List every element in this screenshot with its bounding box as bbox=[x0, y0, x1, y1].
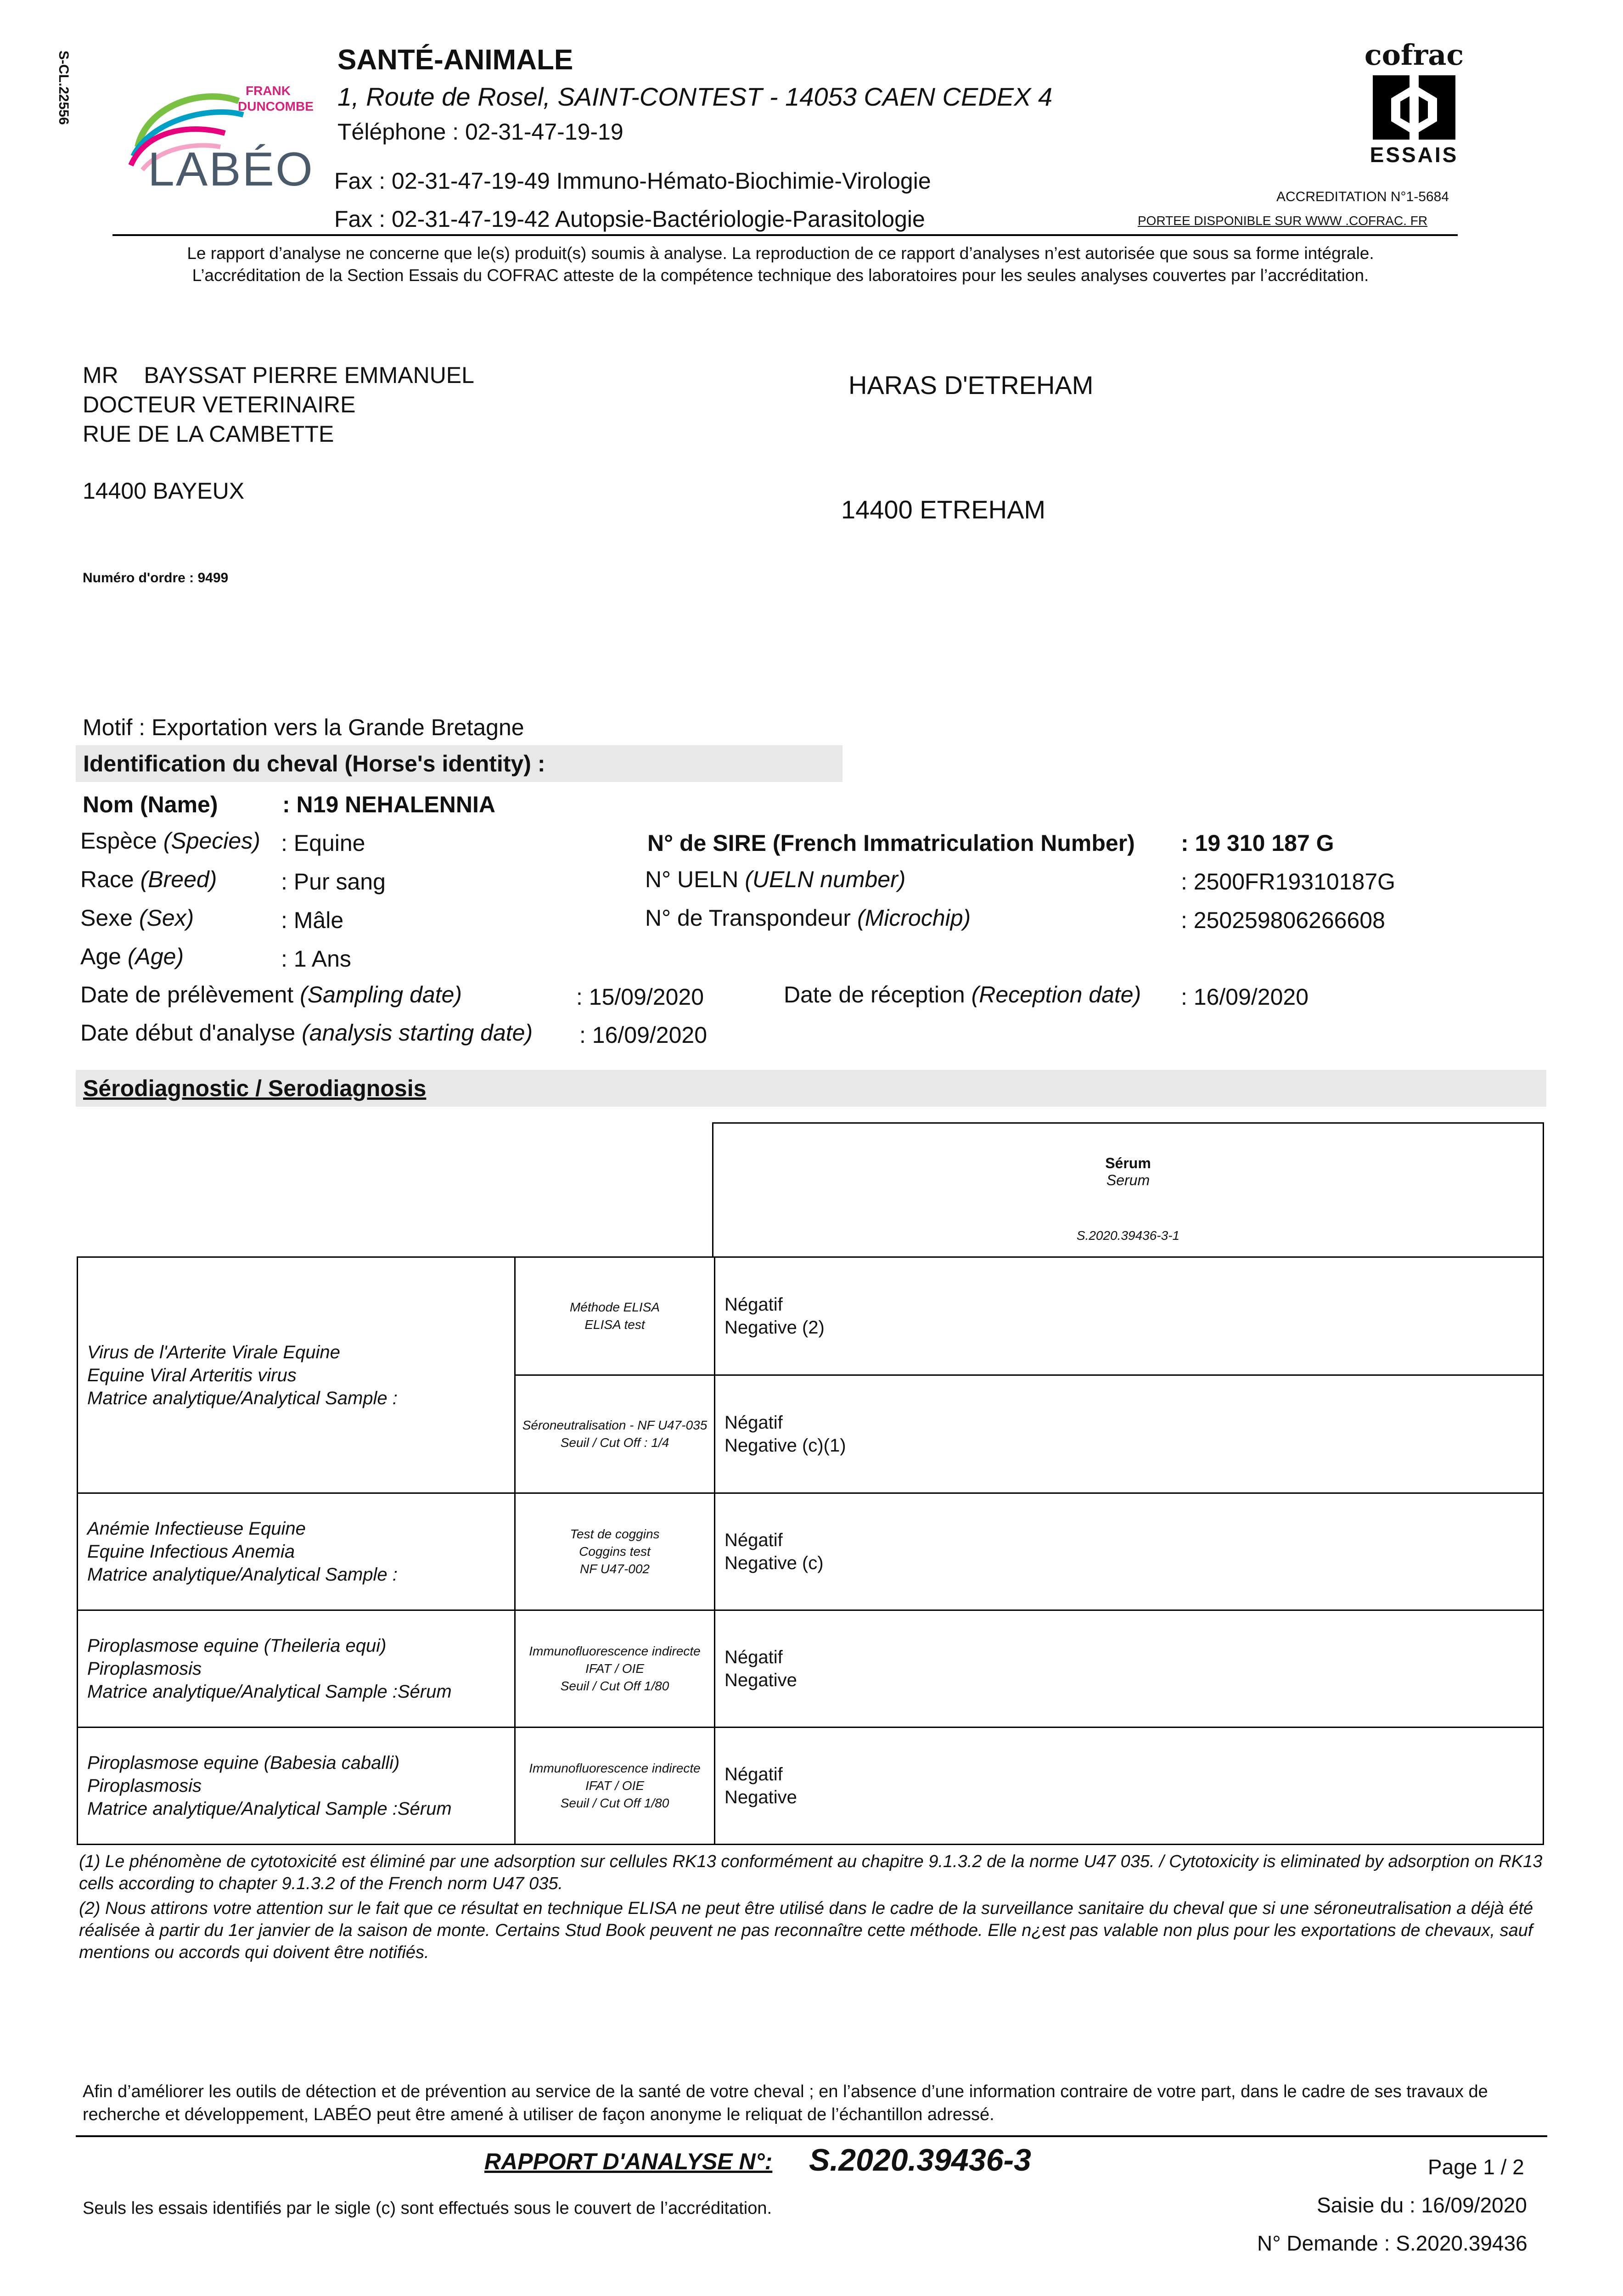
name-label: Nom (Name) bbox=[83, 792, 218, 817]
sex-label-en: (Sex) bbox=[139, 905, 194, 931]
sire-label: N° de SIRE (French Immatriculation Number) bbox=[647, 830, 1135, 856]
accredited-note: Seuls les essais identifiés par le sigle (c) sont effectués sous le couvert de l’accréditation. bbox=[83, 2199, 772, 2218]
method-line: Seuil / Cut Off : 1/4 bbox=[560, 1435, 669, 1450]
method-line: ELISA test bbox=[584, 1317, 645, 1332]
transponder-label-fr: N° de Transpondeur bbox=[645, 905, 851, 931]
transponder-label-en: (Microchip) bbox=[857, 905, 971, 931]
test-name-line: Equine Viral Arteritis virus bbox=[87, 1365, 297, 1385]
recipient-line-4: 14400 BAYEUX bbox=[83, 478, 245, 504]
result-en: Negative (2) bbox=[724, 1317, 825, 1338]
test-name-babesia bbox=[78, 1728, 515, 1845]
cofrac-accreditation: ACCREDITATION N°1-5684 bbox=[1276, 189, 1449, 204]
test-name-line: Piroplasmosis bbox=[87, 1776, 202, 1796]
footer-rule bbox=[76, 2135, 1547, 2137]
test-result bbox=[715, 1728, 1544, 1845]
document-code: S-CL.22556 bbox=[56, 51, 71, 125]
logo-brand-top1: FRANK bbox=[246, 84, 291, 98]
ueln-value: : 2500FR19310187G bbox=[1181, 869, 1396, 895]
sampling-label-fr: Date de prélèvement bbox=[80, 982, 294, 1007]
test-method bbox=[515, 1375, 715, 1493]
page-number: Page 1 / 2 bbox=[1428, 2155, 1524, 2179]
transponder-label bbox=[645, 905, 971, 931]
species-label-fr: Espèce bbox=[80, 828, 157, 854]
method-line: Immunofluorescence indirecte bbox=[529, 1644, 701, 1658]
recipient-line-3: RUE DE LA CAMBETTE bbox=[83, 421, 334, 447]
test-name-line: Piroplasmose equine (Babesia caballi) bbox=[87, 1753, 400, 1773]
disclaimer-line-1: Le rapport d’analyse ne concerne que le(s) produit(s) soumis à analyse. La reproduction de ce rapport d’analyses n’est autorisée que sous sa forme intégrale. bbox=[187, 244, 1374, 263]
method-line: Seuil / Cut Off 1/80 bbox=[560, 1796, 669, 1810]
serodiag-section-title bbox=[76, 1070, 1546, 1107]
logo-brand-top2: DUNCOMBE bbox=[238, 99, 314, 113]
table-row bbox=[78, 1257, 1544, 1375]
labeo-logo bbox=[119, 78, 321, 197]
table-row bbox=[78, 1493, 1544, 1610]
saisie-date: Saisie du : 16/09/2020 bbox=[1317, 2193, 1527, 2217]
serum-title-en: Serum bbox=[1106, 1172, 1150, 1188]
sex-label bbox=[80, 905, 194, 931]
order-number: Numéro d'ordre : 9499 bbox=[83, 570, 229, 585]
age-label bbox=[80, 943, 184, 970]
header-rule bbox=[112, 234, 1458, 236]
reception-label-fr: Date de réception bbox=[784, 982, 965, 1007]
table-row bbox=[78, 1610, 1544, 1728]
method-line: Méthode ELISA bbox=[569, 1300, 660, 1314]
report-number: S.2020.39436-3 bbox=[809, 2143, 1031, 2178]
test-result bbox=[715, 1257, 1544, 1375]
footnote-1: (1) Le phénomène de cytotoxicité est éliminé par une adsorption sur cellules RK13 conformément au chapitre 9.1.3.2 de la norme U47 035. / Cytotoxicity is eliminated by adsorption on RK13 cells according to chapter 9.1.3.2 of the French norm U47 035. bbox=[79, 1852, 1543, 1893]
result-en: Negative (c)(1) bbox=[724, 1435, 846, 1456]
sex-label-fr: Sexe bbox=[80, 905, 133, 931]
species-label bbox=[80, 827, 260, 854]
disclaimer-line-2: L’accréditation de la Section Essais du COFRAC atteste de la compétence technique des laboratoires pour les seules analyses couvertes par l’accréditation. bbox=[192, 266, 1369, 285]
result-fr: Négatif bbox=[724, 1294, 783, 1315]
recipient-line-2: DOCTEUR VETERINAIRE bbox=[83, 392, 356, 417]
method-line: Seuil / Cut Off 1/80 bbox=[560, 1679, 669, 1693]
sampling-label-en: (Sampling date) bbox=[300, 982, 462, 1007]
breed-label-en: (Breed) bbox=[140, 867, 217, 892]
test-method bbox=[515, 1257, 715, 1375]
serum-title: Sérum bbox=[1105, 1155, 1151, 1171]
footnote-2: (2) Nous attirons votre attention sur le fait que ce résultat en technique ELISA ne peut être utilisé dans le cadre de la surveillance sanitaire du cheval que si une séroneutralisation a déjà été réalisée à partir du 1er janvier de la saison de monte. Certains Stud Book peuvent ne pas reconnaître cette méthode. Elle n¿est pas valable non plus pour les exportations de chevaux, sauf mentions ou accords qui doivent être notifiés. bbox=[79, 1899, 1533, 1962]
analysis-date-label bbox=[80, 1019, 533, 1046]
test-result bbox=[715, 1493, 1544, 1610]
test-name-line: Matrice analytique/Analytical Sample : bbox=[87, 1388, 398, 1408]
transponder-value: : 250259806266608 bbox=[1181, 907, 1385, 933]
test-name-line: Piroplasmose equine (Theileria equi) bbox=[87, 1636, 387, 1656]
sex-value: : Mâle bbox=[281, 907, 344, 933]
method-line: NF U47-002 bbox=[579, 1562, 650, 1576]
motif: Motif : Exportation vers la Grande Bretagne bbox=[83, 715, 524, 740]
sire-value: : 19 310 187 G bbox=[1181, 830, 1334, 856]
footnotes bbox=[79, 1851, 1553, 1966]
sampling-date-value: : 15/09/2020 bbox=[576, 984, 704, 1010]
owner-name: HARAS D'ETREHAM bbox=[848, 371, 1094, 400]
test-method bbox=[515, 1728, 715, 1845]
analysis-label-en: (analysis starting date) bbox=[302, 1020, 533, 1046]
test-name-line: Matrice analytique/Analytical Sample : bbox=[87, 1564, 398, 1585]
test-name-line: Piroplasmosis bbox=[87, 1659, 202, 1679]
identity-section-title: Identification du cheval (Horse's identity) : bbox=[76, 745, 842, 782]
reception-date-label bbox=[784, 981, 1141, 1008]
report-disclaimer bbox=[92, 242, 1469, 287]
lab-phone: Téléphone : 02-31-47-19-19 bbox=[337, 119, 623, 145]
result-fr: Négatif bbox=[724, 1764, 783, 1784]
result-en: Negative (c) bbox=[724, 1553, 824, 1573]
serum-sample-id: S.2020.39436-3-1 bbox=[1076, 1228, 1180, 1243]
lab-fax-2: Fax : 02-31-47-19-42 Autopsie-Bactériologie-Parasitologie bbox=[334, 206, 925, 232]
reception-label-en: (Reception date) bbox=[971, 982, 1141, 1007]
analysis-date-value: : 16/09/2020 bbox=[579, 1022, 708, 1048]
name-value: : N19 NEHALENNIA bbox=[282, 792, 495, 817]
results-table bbox=[77, 1256, 1544, 1845]
cofrac-essais: ESSAIS bbox=[1370, 143, 1459, 167]
report-label: RAPPORT D'ANALYSE N°: bbox=[484, 2149, 773, 2174]
test-name-eia bbox=[78, 1493, 515, 1610]
test-name-line: Virus de l'Arterite Virale Equine bbox=[87, 1342, 340, 1362]
method-line: Immunofluorescence indirecte bbox=[529, 1761, 701, 1775]
breed-label-fr: Race bbox=[80, 867, 134, 892]
breed-label bbox=[80, 866, 217, 893]
species-value: : Equine bbox=[281, 830, 365, 856]
research-notice: Afin d’améliorer les outils de détection et de prévention au service de la santé de votre cheval ; en l’absence d’une information contraire de votre part, dans le cadre de ses travaux de recherche et développement, LABÉO peut être amené à utiliser de façon anonyme le reliquat de l’échantillon adressé. bbox=[83, 2082, 1488, 2124]
test-name-line: Matrice analytique/Analytical Sample :Sérum bbox=[87, 1682, 452, 1702]
sampling-date-label bbox=[80, 981, 462, 1008]
cofrac-portee: PORTEE DISPONIBLE SUR WWW .COFRAC. FR bbox=[1138, 214, 1428, 228]
method-line: Test de coggins bbox=[570, 1527, 660, 1541]
method-line: IFAT / OIE bbox=[585, 1778, 645, 1793]
species-label-en: (Species) bbox=[163, 828, 260, 854]
recipient-address bbox=[83, 360, 474, 506]
age-label-fr: Age bbox=[80, 944, 121, 969]
breed-value: : Pur sang bbox=[281, 869, 386, 895]
analysis-label-fr: Date début d'analyse bbox=[80, 1020, 296, 1046]
test-method bbox=[515, 1493, 715, 1610]
serum-header bbox=[712, 1122, 1544, 1256]
cofrac-mark-icon bbox=[1368, 73, 1460, 142]
test-method bbox=[515, 1610, 715, 1728]
method-line: IFAT / OIE bbox=[585, 1661, 645, 1676]
result-fr: Négatif bbox=[724, 1412, 783, 1433]
table-row bbox=[78, 1728, 1544, 1845]
owner-city: 14400 ETREHAM bbox=[841, 495, 1046, 524]
test-result bbox=[715, 1610, 1544, 1728]
test-result bbox=[715, 1375, 1544, 1493]
method-line: Coggins test bbox=[579, 1544, 651, 1559]
test-name-theileria bbox=[78, 1610, 515, 1728]
result-en: Negative bbox=[724, 1787, 797, 1807]
test-name-line: Anémie Infectieuse Equine bbox=[87, 1519, 306, 1539]
lab-address: 1, Route de Rosel, SAINT-CONTEST - 14053 CAEN CEDEX 4 bbox=[337, 82, 1053, 111]
result-fr: Négatif bbox=[724, 1530, 783, 1550]
test-name-line: Matrice analytique/Analytical Sample :Sérum bbox=[87, 1799, 452, 1819]
lab-title: SANTÉ-ANIMALE bbox=[337, 44, 573, 76]
cofrac-logo bbox=[1359, 39, 1469, 181]
method-line: Séroneutralisation - NF U47-035 bbox=[522, 1418, 708, 1432]
result-en: Negative bbox=[724, 1670, 797, 1690]
test-name-eva bbox=[78, 1257, 515, 1493]
reception-date-value: : 16/09/2020 bbox=[1181, 984, 1309, 1010]
cofrac-wordmark: cofrac bbox=[1364, 38, 1464, 72]
result-fr: Négatif bbox=[724, 1647, 783, 1667]
demande-number: N° Demande : S.2020.39436 bbox=[1257, 2231, 1528, 2255]
lab-fax-1: Fax : 02-31-47-19-49 Immuno-Hémato-Biochimie-Virologie bbox=[334, 168, 931, 194]
recipient-line-1: MR BAYSSAT PIERRE EMMANUEL bbox=[83, 362, 474, 388]
ueln-label bbox=[645, 866, 905, 893]
logo-brand-name: LABÉO bbox=[148, 143, 314, 196]
serodiag-title-text: Sérodiagnostic / Serodiagnosis bbox=[83, 1075, 427, 1101]
age-label-en: (Age) bbox=[127, 944, 184, 969]
age-value: : 1 Ans bbox=[281, 946, 351, 972]
ueln-label-fr: N° UELN bbox=[645, 867, 739, 892]
ueln-label-en: (UELN number) bbox=[745, 867, 906, 892]
test-name-line: Equine Infectious Anemia bbox=[87, 1542, 295, 1562]
